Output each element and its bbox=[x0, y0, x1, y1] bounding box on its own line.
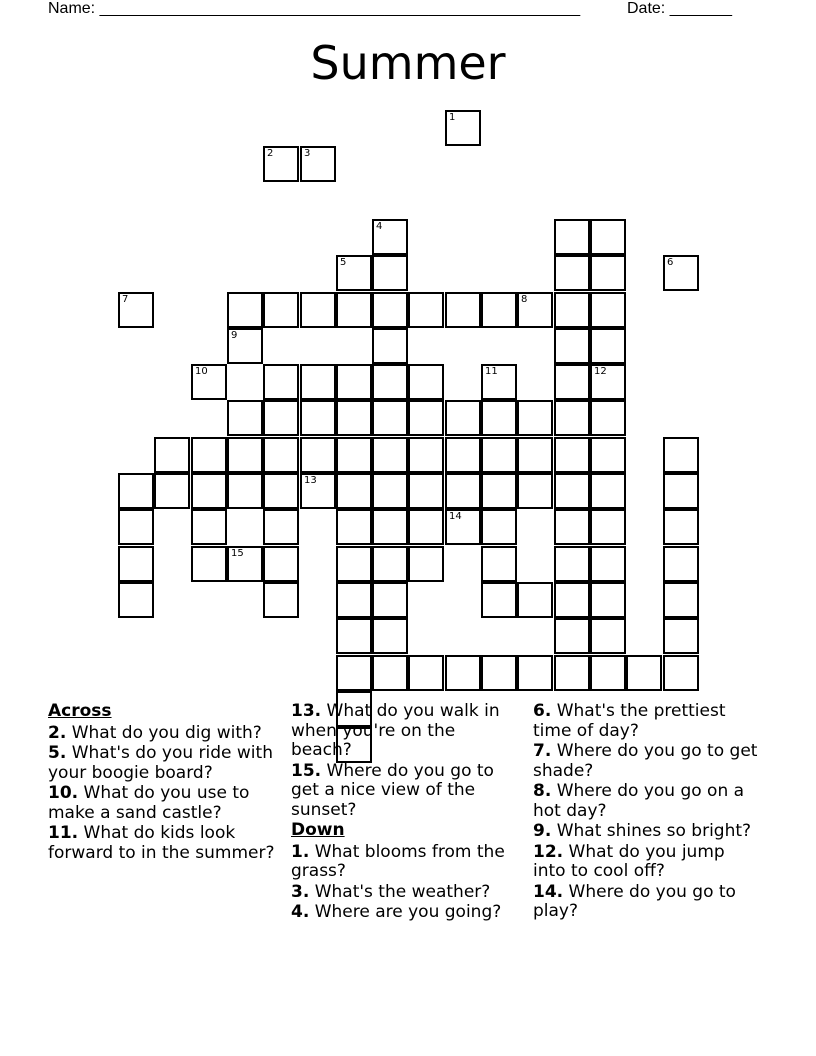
grid-cell[interactable] bbox=[590, 655, 626, 691]
clue-number-label: 1 bbox=[449, 112, 456, 123]
grid-cell[interactable] bbox=[118, 292, 154, 328]
grid-cell[interactable] bbox=[663, 437, 699, 473]
clue-down-8 bbox=[533, 782, 761, 821]
grid-cell[interactable] bbox=[372, 509, 408, 545]
grid-cell[interactable] bbox=[590, 219, 626, 255]
grid-cell[interactable] bbox=[408, 364, 444, 400]
grid-cell[interactable] bbox=[191, 364, 227, 400]
clue-text: What do kids look forward to in the summer? bbox=[48, 823, 275, 863]
grid-cell[interactable] bbox=[227, 292, 263, 328]
grid-cell[interactable] bbox=[517, 473, 553, 509]
grid-cell[interactable] bbox=[590, 509, 626, 545]
clue-number: 9. bbox=[533, 821, 552, 841]
grid-cell[interactable] bbox=[663, 255, 699, 291]
clue-number-label: 15 bbox=[231, 548, 244, 559]
clue-number-label: 3 bbox=[304, 148, 311, 159]
clue-text: What's do you ride with your boogie board? bbox=[48, 743, 273, 783]
grid-cell[interactable] bbox=[300, 473, 336, 509]
grid-cell[interactable] bbox=[408, 437, 444, 473]
grid-cell[interactable] bbox=[590, 400, 626, 436]
clue-down-12 bbox=[533, 843, 761, 882]
grid-cell[interactable] bbox=[372, 582, 408, 618]
grid-cell[interactable] bbox=[118, 509, 154, 545]
grid-cell[interactable] bbox=[481, 292, 517, 328]
grid-cell[interactable] bbox=[517, 400, 553, 436]
clue-across-15 bbox=[291, 762, 516, 821]
grid-cell[interactable] bbox=[263, 292, 299, 328]
grid-cell[interactable] bbox=[481, 509, 517, 545]
grid-cell[interactable] bbox=[372, 219, 408, 255]
grid-cell[interactable] bbox=[554, 546, 590, 582]
clue-text: What shines so bright? bbox=[556, 821, 752, 841]
grid-cell[interactable] bbox=[554, 473, 590, 509]
grid-cell[interactable] bbox=[336, 655, 372, 691]
grid-cell[interactable] bbox=[191, 546, 227, 582]
clue-across-5 bbox=[48, 744, 278, 783]
grid-cell[interactable] bbox=[626, 655, 662, 691]
grid-cell[interactable] bbox=[118, 582, 154, 618]
date-field-label: Date: _______ bbox=[627, 0, 732, 17]
clue-text: Where are you going? bbox=[314, 902, 502, 922]
grid-cell[interactable] bbox=[372, 292, 408, 328]
clue-down-7 bbox=[533, 742, 761, 781]
grid-cell[interactable] bbox=[554, 509, 590, 545]
clue-number: 3. bbox=[291, 881, 310, 902]
clue-number: 10. bbox=[48, 783, 79, 803]
grid-cell[interactable] bbox=[336, 437, 372, 473]
clue-across-10 bbox=[48, 784, 278, 823]
grid-cell[interactable] bbox=[554, 437, 590, 473]
grid-cell[interactable] bbox=[372, 400, 408, 436]
grid-cell[interactable] bbox=[445, 292, 481, 328]
grid-cell[interactable] bbox=[554, 655, 590, 691]
grid-cell[interactable] bbox=[227, 328, 263, 364]
grid-cell[interactable] bbox=[191, 437, 227, 473]
grid-cell[interactable] bbox=[554, 255, 590, 291]
clue-down-1 bbox=[291, 843, 516, 882]
grid-cell[interactable] bbox=[263, 473, 299, 509]
clue-down-9 bbox=[533, 822, 761, 842]
grid-cell[interactable] bbox=[408, 400, 444, 436]
grid-cell[interactable] bbox=[481, 655, 517, 691]
grid-cell[interactable] bbox=[336, 546, 372, 582]
grid-cell[interactable] bbox=[481, 473, 517, 509]
grid-cell[interactable] bbox=[336, 364, 372, 400]
grid-cell[interactable] bbox=[372, 546, 408, 582]
grid-cell[interactable] bbox=[191, 473, 227, 509]
grid-cell[interactable] bbox=[263, 437, 299, 473]
clue-text: What do you jump into to cool off? bbox=[533, 841, 725, 881]
clue-down-3 bbox=[291, 883, 516, 903]
clue-number-label: 8 bbox=[521, 294, 528, 305]
clue-number: 14. bbox=[533, 881, 564, 902]
clue-text: What do you dig with? bbox=[71, 722, 262, 743]
grid-cell[interactable] bbox=[590, 328, 626, 364]
grid-cell[interactable] bbox=[445, 655, 481, 691]
grid-cell[interactable] bbox=[263, 509, 299, 545]
grid-cell[interactable] bbox=[481, 546, 517, 582]
grid-cell[interactable] bbox=[408, 473, 444, 509]
grid-cell[interactable] bbox=[372, 655, 408, 691]
grid-cell[interactable] bbox=[590, 582, 626, 618]
clue-text: Where do you go to play? bbox=[533, 881, 736, 921]
clue-text: What's the prettiest time of day? bbox=[533, 701, 726, 741]
clue-number: 13. bbox=[291, 701, 322, 721]
grid-cell[interactable] bbox=[590, 292, 626, 328]
grid-cell[interactable] bbox=[372, 328, 408, 364]
grid-cell[interactable] bbox=[372, 618, 408, 654]
grid-cell[interactable] bbox=[481, 582, 517, 618]
clue-down-4 bbox=[291, 903, 516, 923]
grid-cell[interactable] bbox=[372, 364, 408, 400]
clue-number-label: 13 bbox=[304, 475, 317, 486]
grid-cell[interactable] bbox=[118, 473, 154, 509]
grid-cell[interactable] bbox=[663, 582, 699, 618]
grid-cell[interactable] bbox=[227, 546, 263, 582]
clue-number: 15. bbox=[291, 760, 322, 781]
clues-column-3 bbox=[533, 702, 761, 923]
grid-cell[interactable] bbox=[300, 364, 336, 400]
clue-number-label: 9 bbox=[231, 330, 238, 341]
grid-cell[interactable] bbox=[336, 255, 372, 291]
page-title: Summer bbox=[310, 36, 506, 90]
grid-cell[interactable] bbox=[554, 582, 590, 618]
grid-cell[interactable] bbox=[590, 437, 626, 473]
grid-cell[interactable] bbox=[554, 618, 590, 654]
clue-across-13 bbox=[291, 702, 516, 761]
across-heading: Across bbox=[48, 701, 112, 721]
grid-cell[interactable] bbox=[445, 473, 481, 509]
grid-cell[interactable] bbox=[554, 400, 590, 436]
grid-cell[interactable] bbox=[590, 618, 626, 654]
clue-text: What blooms from the grass? bbox=[291, 841, 505, 881]
grid-cell[interactable] bbox=[517, 655, 553, 691]
clue-number: 5. bbox=[48, 743, 67, 763]
grid-cell[interactable] bbox=[481, 400, 517, 436]
grid-cell[interactable] bbox=[445, 509, 481, 545]
grid-cell[interactable] bbox=[263, 364, 299, 400]
grid-cell[interactable] bbox=[372, 437, 408, 473]
grid-cell[interactable] bbox=[154, 473, 190, 509]
grid-cell[interactable] bbox=[336, 473, 372, 509]
grid-cell[interactable] bbox=[554, 219, 590, 255]
grid-cell[interactable] bbox=[300, 437, 336, 473]
clue-across-11 bbox=[48, 824, 278, 863]
clue-down-14 bbox=[533, 883, 761, 922]
grid-cell[interactable] bbox=[118, 546, 154, 582]
clue-number: 6. bbox=[533, 701, 552, 721]
clue-down-6 bbox=[533, 702, 761, 741]
grid-cell[interactable] bbox=[590, 255, 626, 291]
grid-cell[interactable] bbox=[336, 582, 372, 618]
clue-number-label: 4 bbox=[376, 221, 383, 232]
grid-cell[interactable] bbox=[408, 509, 444, 545]
clue-text: What's the weather? bbox=[314, 881, 491, 902]
grid-cell[interactable] bbox=[481, 364, 517, 400]
grid-cell[interactable] bbox=[517, 292, 553, 328]
clue-number: 8. bbox=[533, 781, 552, 801]
grid-cell[interactable] bbox=[590, 473, 626, 509]
clue-number-label: 11 bbox=[485, 366, 498, 377]
grid-cell[interactable] bbox=[336, 400, 372, 436]
grid-cell[interactable] bbox=[263, 546, 299, 582]
clue-text: Where do you go on a hot day? bbox=[533, 781, 745, 821]
clue-number: 7. bbox=[533, 741, 552, 761]
grid-cell[interactable] bbox=[336, 509, 372, 545]
grid-cell[interactable] bbox=[300, 292, 336, 328]
grid-cell[interactable] bbox=[263, 582, 299, 618]
clue-number-label: 7 bbox=[122, 294, 129, 305]
clue-number: 12. bbox=[533, 841, 564, 862]
grid-cell[interactable] bbox=[154, 437, 190, 473]
clue-number-label: 10 bbox=[195, 366, 208, 377]
clue-number: 4. bbox=[291, 902, 310, 922]
grid-cell[interactable] bbox=[408, 292, 444, 328]
clue-number-label: 12 bbox=[594, 366, 607, 377]
grid-cell[interactable] bbox=[336, 292, 372, 328]
grid-cell[interactable] bbox=[663, 509, 699, 545]
grid-cell[interactable] bbox=[300, 400, 336, 436]
grid-cell[interactable] bbox=[590, 364, 626, 400]
grid-cell[interactable] bbox=[663, 655, 699, 691]
grid-cell[interactable] bbox=[663, 546, 699, 582]
clue-number: 1. bbox=[291, 841, 310, 862]
grid-cell[interactable] bbox=[481, 437, 517, 473]
grid-cell[interactable] bbox=[300, 146, 336, 182]
grid-cell[interactable] bbox=[445, 437, 481, 473]
down-heading: Down bbox=[291, 820, 345, 840]
grid-cell[interactable] bbox=[408, 655, 444, 691]
grid-cell[interactable] bbox=[445, 400, 481, 436]
grid-cell[interactable] bbox=[372, 473, 408, 509]
clue-number-label: 6 bbox=[667, 257, 674, 268]
name-field-label: Name: ______________________________________________________ bbox=[48, 0, 581, 17]
grid-cell[interactable] bbox=[517, 582, 553, 618]
grid-cell[interactable] bbox=[227, 473, 263, 509]
grid-cell[interactable] bbox=[372, 255, 408, 291]
clues-column-2 bbox=[291, 702, 516, 924]
grid-cell[interactable] bbox=[191, 509, 227, 545]
clue-number-label: 2 bbox=[267, 148, 274, 159]
clues-column-1 bbox=[48, 702, 278, 864]
grid-cell[interactable] bbox=[408, 546, 444, 582]
clue-number: 11. bbox=[48, 823, 79, 843]
grid-cell[interactable] bbox=[554, 364, 590, 400]
clue-text: Where do you go to get a nice view of the sunset? bbox=[291, 760, 494, 820]
grid-cell[interactable] bbox=[663, 473, 699, 509]
clue-text: Where do you go to get shade? bbox=[533, 741, 758, 781]
grid-cell[interactable] bbox=[517, 437, 553, 473]
clue-text: What do you use to make a sand castle? bbox=[48, 783, 250, 823]
grid-cell[interactable] bbox=[227, 437, 263, 473]
grid-cell[interactable] bbox=[554, 292, 590, 328]
clue-number-label: 14 bbox=[449, 511, 462, 522]
grid-cell[interactable] bbox=[263, 146, 299, 182]
grid-cell[interactable] bbox=[336, 618, 372, 654]
grid-cell[interactable] bbox=[263, 400, 299, 436]
grid-cell[interactable] bbox=[554, 328, 590, 364]
clue-number-label: 5 bbox=[340, 257, 347, 268]
grid-cell[interactable] bbox=[227, 400, 263, 436]
clue-across-2 bbox=[48, 724, 278, 744]
grid-cell[interactable] bbox=[663, 618, 699, 654]
grid-cell[interactable] bbox=[445, 110, 481, 146]
clue-text: What do you walk in when you're on the beach? bbox=[291, 701, 500, 760]
clue-number: 2. bbox=[48, 722, 67, 743]
grid-cell[interactable] bbox=[590, 546, 626, 582]
